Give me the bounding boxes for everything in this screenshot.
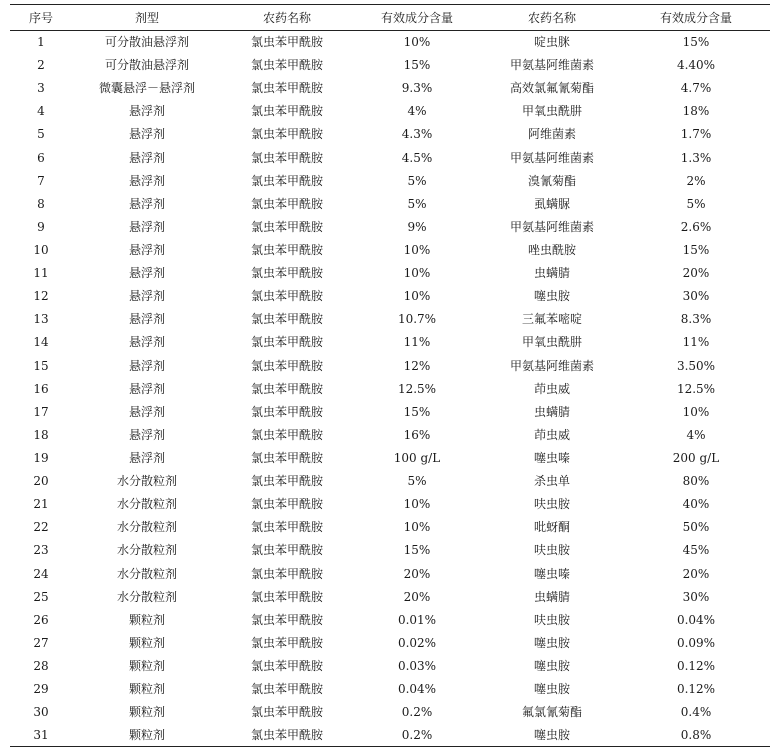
cell-pesticide-1: 氯虫苯甲酰胺: [250, 58, 323, 73]
header-index: 序号: [10, 5, 72, 31]
table-row: [10, 77, 770, 100]
header-content-1: 有效成分含量: [352, 5, 482, 31]
cell-index: 1: [37, 35, 45, 50]
cell-pesticide-1: 氯虫苯甲酰胺: [250, 659, 323, 673]
cell-pesticide-1: 氯虫苯甲酰胺: [250, 566, 323, 581]
cell-index: 12: [33, 289, 49, 304]
cell-pesticide-2: 噻虫胺: [533, 635, 570, 650]
cell-formulation: 水分散粒剂: [116, 543, 177, 558]
cell-pesticide-2: 甲氧虫酰肼: [521, 335, 582, 350]
cell-content-1: 15%: [403, 58, 431, 73]
cell-content-1: 5%: [407, 173, 427, 188]
cell-pesticide-2: 噻虫胺: [482, 724, 622, 747]
cell-formulation: 悬浮剂: [128, 173, 165, 188]
table-row: [10, 331, 770, 354]
cell-content-2: 0.12%: [676, 659, 716, 673]
cell-content-1: 9.3%: [401, 81, 433, 96]
cell-index: 18: [33, 427, 49, 442]
table-row: [10, 285, 770, 308]
cell-index: 22: [33, 520, 49, 535]
cell-content-1: 10%: [403, 35, 431, 50]
cell-content-2: 12.5%: [676, 381, 716, 396]
cell-formulation: 悬浮剂: [128, 219, 165, 234]
cell-index: 6: [37, 150, 45, 165]
cell-pesticide-1: 氯虫苯甲酰胺: [250, 497, 323, 512]
cell-formulation: 悬浮剂: [128, 243, 165, 258]
table-row: [10, 54, 770, 77]
cell-pesticide-2: 甲氨基阿维菌素: [509, 150, 594, 165]
cell-pesticide-2: 三氟苯嘧啶: [521, 312, 582, 327]
cell-content-1: 5%: [407, 196, 427, 211]
cell-formulation: 可分散油悬浮剂: [104, 58, 189, 73]
cell-content-1: 10%: [403, 289, 431, 304]
cell-pesticide-1: 氯虫苯甲酰胺: [250, 219, 323, 234]
cell-content-1: 100 g/L: [393, 451, 441, 466]
cell-content-1: 10.7%: [397, 312, 437, 327]
table-row: [10, 377, 770, 400]
cell-content-2: 0.12%: [676, 682, 716, 697]
cell-content-2: 1.3%: [680, 150, 712, 165]
table-row: [10, 724, 770, 747]
cell-formulation: 颗粒剂: [72, 724, 222, 747]
cell-content-1: 0.04%: [397, 682, 437, 697]
cell-index: 30: [33, 705, 49, 720]
cell-index: 19: [33, 451, 49, 466]
cell-index: 8: [37, 196, 45, 211]
cell-content-1: 0.02%: [397, 635, 437, 650]
cell-content-1: 20%: [403, 589, 431, 604]
header-formulation: 剂型: [72, 5, 222, 31]
pesticide-table: [10, 4, 770, 747]
cell-pesticide-2: 噻虫嗪: [533, 451, 570, 466]
cell-formulation: 水分散粒剂: [116, 497, 177, 512]
cell-formulation: 悬浮剂: [128, 266, 165, 281]
cell-content-1: 10%: [403, 497, 431, 512]
cell-content-1: 5%: [407, 474, 427, 489]
cell-content-1: 0.01%: [397, 612, 437, 627]
cell-formulation: 悬浮剂: [128, 196, 165, 211]
cell-pesticide-1: 氯虫苯甲酰胺: [250, 543, 323, 558]
table-body: [10, 31, 770, 747]
cell-pesticide-2: 呋虫胺: [533, 497, 570, 512]
cell-pesticide-1: 氯虫苯甲酰胺: [250, 358, 323, 373]
cell-formulation: 悬浮剂: [128, 312, 165, 327]
cell-pesticide-2: 呋虫胺: [533, 612, 570, 627]
cell-pesticide-1: 氯虫苯甲酰胺: [250, 266, 323, 281]
cell-pesticide-1: 氯虫苯甲酰胺: [222, 724, 352, 747]
cell-content-2: 18%: [682, 104, 710, 119]
cell-pesticide-2: 呋虫胺: [533, 543, 570, 558]
cell-pesticide-2: 虫螨腈: [533, 404, 570, 419]
cell-content-2: 4.7%: [680, 81, 712, 96]
cell-pesticide-1: 氯虫苯甲酰胺: [250, 150, 323, 165]
cell-pesticide-2: 虫螨腈: [533, 589, 570, 604]
cell-content-1: 12.5%: [397, 381, 437, 396]
cell-content-1: 20%: [403, 566, 431, 581]
cell-content-1: 4.5%: [401, 150, 433, 165]
cell-formulation: 悬浮剂: [128, 289, 165, 304]
cell-pesticide-1: 氯虫苯甲酰胺: [250, 289, 323, 304]
cell-pesticide-1: 氯虫苯甲酰胺: [250, 81, 323, 96]
cell-pesticide-2: 茚虫威: [533, 427, 570, 442]
table-row: [10, 400, 770, 423]
table-row: [10, 608, 770, 631]
table-row: [10, 539, 770, 562]
cell-formulation: 悬浮剂: [128, 451, 165, 466]
cell-pesticide-2: 杀虫单: [533, 474, 570, 489]
cell-formulation: 水分散粒剂: [116, 474, 177, 489]
cell-content-1: 15%: [403, 404, 431, 419]
cell-content-2: 40%: [682, 497, 710, 512]
cell-index: 27: [33, 635, 49, 650]
cell-content-1: 12%: [403, 358, 431, 373]
cell-index: 4: [37, 104, 45, 119]
cell-content-1: 0.03%: [397, 659, 437, 673]
cell-pesticide-2: 氟氯氰菊酯: [521, 705, 582, 720]
cell-content-2: 4%: [686, 427, 706, 442]
table-row: [10, 678, 770, 701]
cell-index: 31: [10, 724, 72, 747]
header-pesticide-name-2: 农药名称: [482, 5, 622, 31]
cell-index: 23: [33, 543, 49, 558]
cell-index: 9: [37, 219, 45, 234]
cell-content-1: 10%: [403, 520, 431, 535]
cell-pesticide-2: 吡蚜酮: [533, 520, 570, 535]
table-row: [10, 446, 770, 469]
cell-pesticide-1: 氯虫苯甲酰胺: [250, 682, 323, 697]
cell-pesticide-1: 氯虫苯甲酰胺: [250, 196, 323, 211]
cell-content-2: 1.7%: [680, 127, 712, 142]
cell-formulation: 悬浮剂: [128, 150, 165, 165]
table-row: [10, 123, 770, 146]
cell-content-2: 3.50%: [676, 358, 716, 373]
cell-content-1: 16%: [403, 427, 431, 442]
cell-pesticide-2: 虱螨脲: [533, 196, 570, 211]
cell-formulation: 悬浮剂: [128, 358, 165, 373]
cell-content-2: 8.3%: [680, 312, 712, 327]
cell-formulation: 悬浮剂: [128, 127, 165, 142]
cell-content-2: 2%: [686, 173, 706, 188]
table-row: [10, 516, 770, 539]
cell-index: 28: [33, 659, 49, 673]
cell-index: 11: [33, 266, 49, 281]
cell-formulation: 悬浮剂: [128, 427, 165, 442]
cell-pesticide-2: 噻虫胺: [533, 682, 570, 697]
cell-formulation: 颗粒剂: [128, 659, 165, 673]
cell-content-1: 4%: [407, 104, 427, 119]
table-row: [10, 493, 770, 516]
cell-pesticide-2: 甲氧虫酰肼: [521, 104, 582, 119]
cell-pesticide-2: 茚虫威: [533, 381, 570, 396]
cell-content-2: 30%: [682, 589, 710, 604]
table-row: [10, 354, 770, 377]
header-content-2: 有效成分含量: [622, 5, 770, 31]
cell-formulation: 悬浮剂: [128, 335, 165, 350]
cell-content-2: 5%: [686, 196, 706, 211]
cell-formulation: 颗粒剂: [128, 635, 165, 650]
table-row: [10, 262, 770, 285]
cell-pesticide-2: 噻虫胺: [533, 659, 570, 673]
table-header: [10, 5, 770, 31]
cell-pesticide-1: 氯虫苯甲酰胺: [250, 427, 323, 442]
cell-pesticide-1: 氯虫苯甲酰胺: [250, 35, 323, 50]
cell-pesticide-2: 高效氯氟氰菊酯: [509, 81, 594, 96]
cell-pesticide-1: 氯虫苯甲酰胺: [250, 243, 323, 258]
table-row: [10, 562, 770, 585]
cell-content-1: 10%: [403, 266, 431, 281]
cell-index: 10: [33, 243, 49, 258]
cell-content-1: 11%: [403, 335, 431, 350]
cell-content-1: 9%: [407, 219, 427, 234]
cell-content-1: 15%: [403, 543, 431, 558]
cell-content-2: 11%: [682, 335, 710, 350]
cell-index: 13: [33, 312, 49, 327]
cell-formulation: 颗粒剂: [128, 682, 165, 697]
table-row: [10, 585, 770, 608]
table-row: [10, 169, 770, 192]
header-pesticide-name-1: 农药名称: [222, 5, 352, 31]
table-row: [10, 238, 770, 261]
cell-pesticide-2: 啶虫脒: [533, 35, 570, 50]
cell-pesticide-1: 氯虫苯甲酰胺: [250, 312, 323, 327]
cell-content-2: 0.04%: [676, 612, 716, 627]
cell-content-1: 4.3%: [401, 127, 433, 142]
cell-pesticide-1: 氯虫苯甲酰胺: [250, 520, 323, 535]
cell-index: 5: [37, 127, 45, 142]
cell-content-1: 0.2%: [401, 705, 433, 720]
cell-content-2: 45%: [682, 543, 710, 558]
cell-index: 20: [33, 474, 49, 489]
cell-index: 24: [33, 566, 49, 581]
cell-content-1: 0.2%: [352, 724, 482, 747]
cell-pesticide-2: 甲氨基阿维菌素: [509, 358, 594, 373]
cell-pesticide-1: 氯虫苯甲酰胺: [250, 173, 323, 188]
cell-content-2: 15%: [682, 35, 710, 50]
cell-formulation: 水分散粒剂: [116, 589, 177, 604]
cell-formulation: 微囊悬浮－悬浮剂: [98, 81, 195, 96]
cell-content-2: 200 g/L: [672, 451, 720, 466]
cell-formulation: 颗粒剂: [128, 705, 165, 720]
cell-index: 2: [37, 58, 45, 73]
header-row: [10, 5, 770, 31]
cell-index: 17: [33, 404, 49, 419]
cell-formulation: 颗粒剂: [128, 612, 165, 627]
cell-pesticide-1: 氯虫苯甲酰胺: [250, 104, 323, 119]
cell-content-2: 0.4%: [680, 705, 712, 720]
cell-pesticide-1: 氯虫苯甲酰胺: [250, 589, 323, 604]
cell-pesticide-2: 噻虫嗪: [533, 566, 570, 581]
cell-pesticide-1: 氯虫苯甲酰胺: [250, 404, 323, 419]
cell-formulation: 悬浮剂: [128, 104, 165, 119]
cell-content-2: 30%: [682, 289, 710, 304]
table-row: [10, 470, 770, 493]
cell-content-2: 0.8%: [622, 724, 770, 747]
cell-pesticide-2: 噻虫胺: [533, 289, 570, 304]
cell-pesticide-1: 氯虫苯甲酰胺: [250, 451, 323, 466]
table-row: [10, 146, 770, 169]
table-row: [10, 100, 770, 123]
cell-formulation: 悬浮剂: [128, 381, 165, 396]
cell-content-2: 0.09%: [676, 635, 716, 650]
cell-pesticide-2: 虫螨腈: [533, 266, 570, 281]
cell-content-2: 2.6%: [680, 219, 712, 234]
table-row: [10, 308, 770, 331]
cell-index: 16: [33, 381, 49, 396]
table-row: [10, 654, 770, 677]
cell-index: 14: [33, 335, 49, 350]
cell-pesticide-2: 唑虫酰胺: [527, 243, 576, 258]
cell-content-1: 10%: [403, 243, 431, 258]
cell-pesticide-2: 溴氰菊酯: [527, 173, 576, 188]
cell-formulation: 可分散油悬浮剂: [104, 35, 189, 50]
cell-index: 26: [33, 612, 49, 627]
cell-index: 3: [37, 81, 45, 96]
table-row: [10, 631, 770, 654]
cell-index: 21: [33, 497, 49, 512]
table-row: [10, 423, 770, 446]
cell-index: 15: [33, 358, 49, 373]
cell-content-2: 20%: [682, 566, 710, 581]
cell-pesticide-1: 氯虫苯甲酰胺: [250, 705, 323, 720]
cell-pesticide-1: 氯虫苯甲酰胺: [250, 335, 323, 350]
cell-pesticide-2: 阿维菌素: [527, 127, 576, 142]
cell-formulation: 水分散粒剂: [116, 520, 177, 535]
cell-pesticide-1: 氯虫苯甲酰胺: [250, 635, 323, 650]
cell-pesticide-2: 甲氨基阿维菌素: [509, 58, 594, 73]
cell-content-2: 15%: [682, 243, 710, 258]
cell-formulation: 悬浮剂: [128, 404, 165, 419]
cell-index: 29: [33, 682, 49, 697]
cell-content-2: 4.40%: [676, 58, 716, 73]
cell-index: 7: [37, 173, 45, 188]
table-row: [10, 215, 770, 238]
cell-formulation: 水分散粒剂: [116, 566, 177, 581]
cell-content-2: 20%: [682, 266, 710, 281]
table-row: [10, 701, 770, 724]
cell-content-2: 50%: [682, 520, 710, 535]
table-row: [10, 192, 770, 215]
cell-content-2: 80%: [682, 474, 710, 489]
cell-pesticide-1: 氯虫苯甲酰胺: [250, 127, 323, 142]
cell-pesticide-1: 氯虫苯甲酰胺: [250, 612, 323, 627]
cell-pesticide-1: 氯虫苯甲酰胺: [250, 474, 323, 489]
cell-content-2: 10%: [682, 404, 710, 419]
table-row: [10, 31, 770, 54]
cell-pesticide-1: 氯虫苯甲酰胺: [250, 381, 323, 396]
cell-index: 25: [33, 589, 49, 604]
cell-pesticide-2: 甲氨基阿维菌素: [509, 219, 594, 234]
